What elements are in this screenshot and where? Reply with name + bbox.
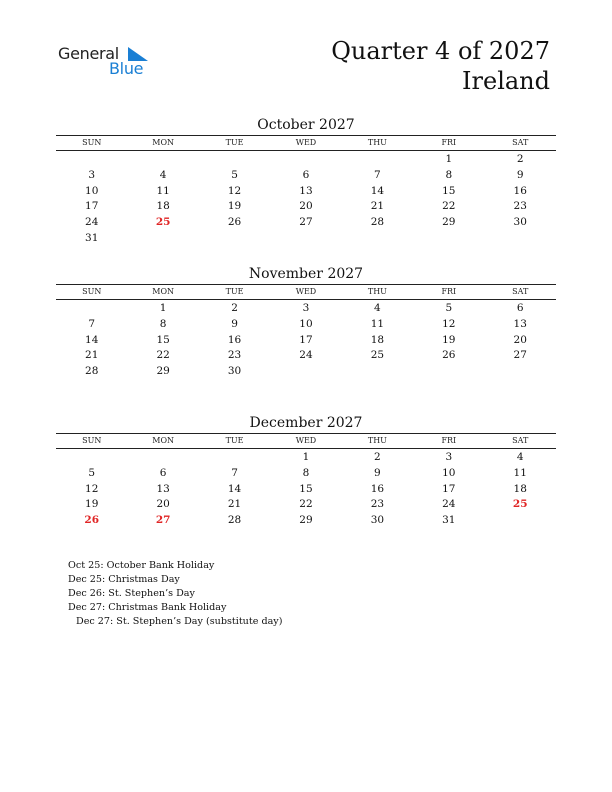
weekday-label: THU <box>367 138 387 147</box>
day-cell: 21 <box>85 349 99 362</box>
day-cell <box>199 450 270 466</box>
day-cell: 2 <box>231 302 238 314</box>
day-cell <box>485 513 556 529</box>
weekday-label: WED <box>295 287 317 296</box>
holiday-entry: Dec 26: St. Stephen’s Day <box>68 588 195 599</box>
day-cell: 4 <box>516 451 524 463</box>
week-row <box>56 317 556 333</box>
day-cell: 2 <box>516 153 524 165</box>
day-cell: 21 <box>370 200 385 213</box>
week-row <box>56 466 556 482</box>
day-cell: 11 <box>513 466 527 479</box>
day-cell: 25 <box>370 349 385 362</box>
day-cell: 16 <box>513 184 527 197</box>
day-cell: 18 <box>513 482 527 495</box>
day-cell: 1 <box>159 302 167 314</box>
weekday-label: MON <box>152 436 174 445</box>
weekday-label: SUN <box>82 436 102 445</box>
day-cell: 6 <box>516 302 524 314</box>
day-cell <box>127 231 198 247</box>
week-row <box>56 364 556 380</box>
day-cell: 31 <box>442 514 456 527</box>
day-cell: 11 <box>370 317 385 330</box>
country-title: Ireland <box>462 67 550 95</box>
day-cell <box>413 231 484 247</box>
day-cell: 19 <box>85 498 99 511</box>
weekday-label: TUE <box>225 287 244 296</box>
day-cell: 7 <box>374 168 381 181</box>
day-cell: 8 <box>445 168 453 181</box>
day-cell <box>342 231 413 247</box>
day-cell: 17 <box>299 333 313 346</box>
day-cell: 12 <box>227 184 242 197</box>
day-cell: 20 <box>513 333 527 346</box>
day-cell: 21 <box>227 498 242 511</box>
day-cell: 27 <box>513 349 527 362</box>
day-cell: 26 <box>227 216 242 229</box>
day-cell: 9 <box>516 168 524 181</box>
week-row <box>56 301 556 317</box>
day-cell: 24 <box>442 498 456 511</box>
day-cell: 28 <box>85 365 99 378</box>
day-cell: 1 <box>445 153 453 165</box>
day-cell: 14 <box>85 333 99 346</box>
day-cell: 9 <box>374 466 381 479</box>
day-cell: 23 <box>513 200 527 213</box>
day-cell <box>56 450 127 466</box>
day-cell: 30 <box>370 514 385 527</box>
weekday-label: SAT <box>512 287 529 296</box>
day-cell: 7 <box>231 466 238 479</box>
day-cell <box>485 364 556 380</box>
holiday-entry: Oct 25: October Bank Holiday <box>68 560 215 571</box>
week-row <box>56 199 556 215</box>
day-cell: 30 <box>513 216 527 229</box>
weekday-label: WED <box>295 436 317 445</box>
day-cell <box>56 301 127 317</box>
day-cell: 16 <box>370 482 385 495</box>
quarter-title: Quarter 4 of 2027 <box>331 37 550 65</box>
day-cell: 22 <box>299 498 313 511</box>
week-row <box>56 482 556 498</box>
weekday-label: FRI <box>441 287 457 296</box>
day-cell <box>270 364 341 380</box>
day-cell: 4 <box>159 168 167 181</box>
day-cell: 20 <box>156 498 170 511</box>
weekday-label: THU <box>367 287 387 296</box>
day-cell: 9 <box>231 317 238 330</box>
holiday-day-cell: 25 <box>155 216 171 229</box>
day-cell: 4 <box>374 302 381 314</box>
day-cell: 3 <box>445 451 453 463</box>
holiday-day-cell: 25 <box>512 498 528 511</box>
week-row <box>56 168 556 184</box>
day-cell: 6 <box>302 168 310 181</box>
month-title: October 2027 <box>257 117 355 133</box>
day-cell <box>270 231 341 247</box>
weekday-label: SUN <box>82 138 102 147</box>
day-cell: 11 <box>156 184 170 197</box>
day-cell: 18 <box>370 333 385 346</box>
day-cell <box>199 152 270 168</box>
day-cell: 5 <box>445 302 453 314</box>
day-cell <box>199 231 270 247</box>
holiday-entry: Dec 27: Christmas Bank Holiday <box>68 602 227 613</box>
weekday-header-row <box>56 433 556 449</box>
day-cell <box>127 450 198 466</box>
day-cell: 29 <box>156 365 170 378</box>
day-cell: 12 <box>442 317 456 330</box>
day-cell: 19 <box>442 333 456 346</box>
day-cell: 1 <box>302 451 310 463</box>
weekday-label: MON <box>152 287 174 296</box>
logo <box>58 44 158 84</box>
week-row <box>56 215 556 231</box>
day-cell: 7 <box>88 317 96 330</box>
weekday-label: WED <box>295 138 317 147</box>
weekday-label: TUE <box>225 138 244 147</box>
day-cell: 20 <box>299 200 313 213</box>
day-cell: 8 <box>302 466 310 479</box>
day-cell: 24 <box>299 349 313 362</box>
week-row <box>56 497 556 513</box>
day-cell: 8 <box>159 317 167 330</box>
week-row <box>56 513 556 529</box>
day-cell <box>413 364 484 380</box>
day-cell: 24 <box>85 216 99 229</box>
day-cell: 27 <box>299 216 313 229</box>
day-cell: 28 <box>227 514 242 527</box>
holiday-day-cell: 27 <box>155 514 171 527</box>
day-cell: 15 <box>156 333 170 346</box>
day-cell: 29 <box>299 514 313 527</box>
month-title: December 2027 <box>249 415 363 431</box>
day-cell: 12 <box>85 482 99 495</box>
day-cell: 22 <box>442 200 456 213</box>
day-cell: 15 <box>442 184 456 197</box>
weekday-label: MON <box>152 138 174 147</box>
day-cell: 15 <box>299 482 313 495</box>
week-row <box>56 348 556 364</box>
day-cell: 5 <box>231 168 238 181</box>
day-cell: 2 <box>374 451 381 463</box>
day-cell: 13 <box>299 184 313 197</box>
day-cell <box>270 152 341 168</box>
day-cell <box>342 364 413 380</box>
holiday-entry: Dec 27: St. Stephen’s Day (substitute day) <box>76 616 283 627</box>
day-cell <box>485 231 556 247</box>
month-title: November 2027 <box>248 266 364 282</box>
day-cell: 22 <box>156 349 170 362</box>
day-cell: 10 <box>442 466 456 479</box>
logo-general-text: General <box>58 44 119 63</box>
day-cell: 13 <box>513 317 527 330</box>
day-cell: 17 <box>85 200 99 213</box>
day-cell: 26 <box>442 349 456 362</box>
day-cell: 17 <box>442 482 456 495</box>
week-row <box>56 450 556 466</box>
page-title <box>331 36 550 96</box>
week-row <box>56 184 556 200</box>
month-calendar <box>56 264 556 380</box>
weekday-label: FRI <box>441 436 457 445</box>
day-cell: 5 <box>88 466 96 479</box>
day-cell: 16 <box>227 333 242 346</box>
week-row <box>56 333 556 349</box>
day-cell: 13 <box>156 482 170 495</box>
day-cell: 18 <box>156 200 170 213</box>
holiday-day-cell: 26 <box>84 514 100 527</box>
week-row <box>56 152 556 168</box>
day-cell: 3 <box>302 302 310 314</box>
weekday-label: FRI <box>441 138 457 147</box>
day-cell: 29 <box>442 216 456 229</box>
day-cell: 28 <box>370 216 385 229</box>
holiday-entry: Dec 25: Christmas Day <box>68 574 180 585</box>
week-row <box>56 231 556 247</box>
day-cell <box>127 152 198 168</box>
weekday-label: SAT <box>512 436 529 445</box>
weekday-label: SAT <box>512 138 529 147</box>
day-cell <box>56 152 127 168</box>
day-cell: 6 <box>159 466 167 479</box>
day-cell: 3 <box>88 168 96 181</box>
logo-blue-text: Blue <box>109 59 144 78</box>
day-cell: 14 <box>370 184 385 197</box>
day-cell: 31 <box>85 231 99 244</box>
day-cell: 19 <box>227 200 242 213</box>
weekday-header-row <box>56 284 556 300</box>
weekday-label: SUN <box>82 287 102 296</box>
month-calendar <box>56 413 556 529</box>
holiday-list <box>68 559 282 629</box>
day-cell: 10 <box>299 317 313 330</box>
day-cell: 14 <box>227 482 242 495</box>
day-cell: 10 <box>85 184 99 197</box>
weekday-label: THU <box>367 436 387 445</box>
day-cell: 23 <box>370 498 385 511</box>
month-calendar <box>56 115 556 247</box>
day-cell: 30 <box>227 365 242 378</box>
weekday-header-row <box>56 135 556 151</box>
day-cell <box>342 152 413 168</box>
weekday-label: TUE <box>225 436 244 445</box>
day-cell: 23 <box>227 349 242 362</box>
